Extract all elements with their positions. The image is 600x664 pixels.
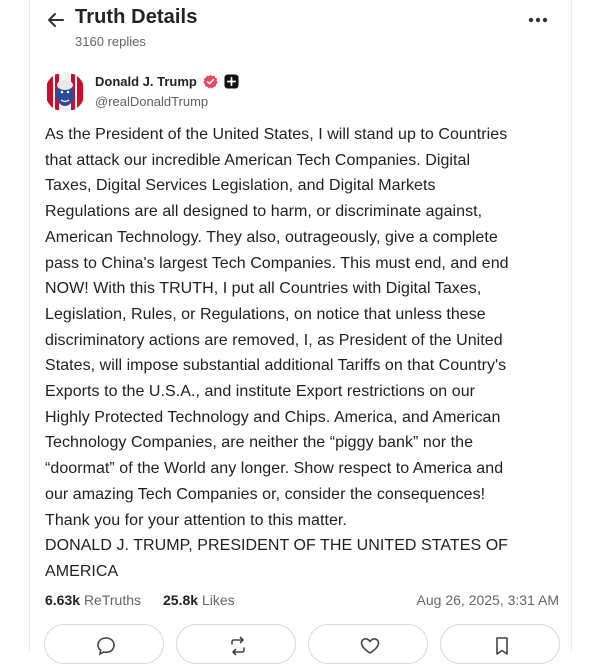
retruths-stat[interactable] bbox=[45, 592, 141, 608]
bookmark-button[interactable] bbox=[440, 624, 560, 664]
author-name-row bbox=[95, 74, 239, 89]
post-text: As the President of the United States, I will stand up to Countries that attack our incredible American Tech Companies. Digital Taxes, Digital Services Legislation, and Digital Markets Regulations are all designed to harm, or discriminate against, American Technology. They also, outrageously, give a complete pass to China's largest Tech Companies. This must end, and end NOW! With this TRUTH, I put all Countries with Digital Taxes, Legislation, Rules, or Regulations, on notice that unless these discriminatory actions are removed, I, as President of the United States, will impose substantial additional Tariffs on that Country's Exports to the U.S.A., and institute Export restrictions on our Highly Protected Technology and Chips. America, and American Technology Companies, are neither the “piggy bank” nor the “doormat” of the World any longer. Show respect to America and our amazing Tech Companies or, consider the consequences! Thank you for your attention to this matter. DONALD J. TRUMP, PRESIDENT OF THE UNITED STATES OF AMERICA bbox=[45, 126, 509, 580]
retruth-button[interactable] bbox=[176, 624, 296, 664]
arrow-left-icon bbox=[45, 9, 67, 31]
plus-badge-icon bbox=[224, 74, 239, 89]
reply-icon bbox=[95, 635, 117, 657]
like-button[interactable] bbox=[308, 624, 428, 664]
more-options-button[interactable] bbox=[525, 10, 551, 30]
right-divider bbox=[571, 0, 572, 652]
page-title: Truth Details bbox=[75, 6, 198, 28]
avatar[interactable] bbox=[45, 72, 85, 112]
retruth-icon bbox=[227, 635, 249, 657]
left-divider bbox=[29, 0, 30, 652]
likes-stat[interactable] bbox=[163, 592, 235, 608]
post-timestamp: Aug 26, 2025, 3:31 AM bbox=[416, 592, 559, 608]
retruths-label: ReTruths bbox=[83, 592, 141, 608]
avatar-image bbox=[45, 72, 85, 112]
more-horizontal-icon bbox=[525, 10, 551, 30]
author-handle[interactable]: @realDonaldTrump bbox=[95, 94, 209, 109]
post-author bbox=[45, 72, 445, 116]
page-header bbox=[45, 6, 565, 52]
back-button[interactable] bbox=[45, 9, 67, 31]
author-name[interactable]: Donald J. Trump bbox=[95, 74, 197, 89]
reply-button[interactable] bbox=[44, 624, 164, 664]
reply-count: 3160 replies bbox=[75, 34, 146, 49]
post-stats bbox=[45, 592, 559, 614]
likes-count: 25.8k bbox=[163, 592, 199, 608]
heart-icon bbox=[359, 635, 381, 657]
post-actions bbox=[44, 624, 566, 664]
bookmark-icon bbox=[491, 635, 513, 657]
verified-badge-icon bbox=[203, 74, 218, 89]
likes-label: Likes bbox=[201, 592, 235, 608]
retruths-count: 6.63k bbox=[45, 592, 81, 608]
